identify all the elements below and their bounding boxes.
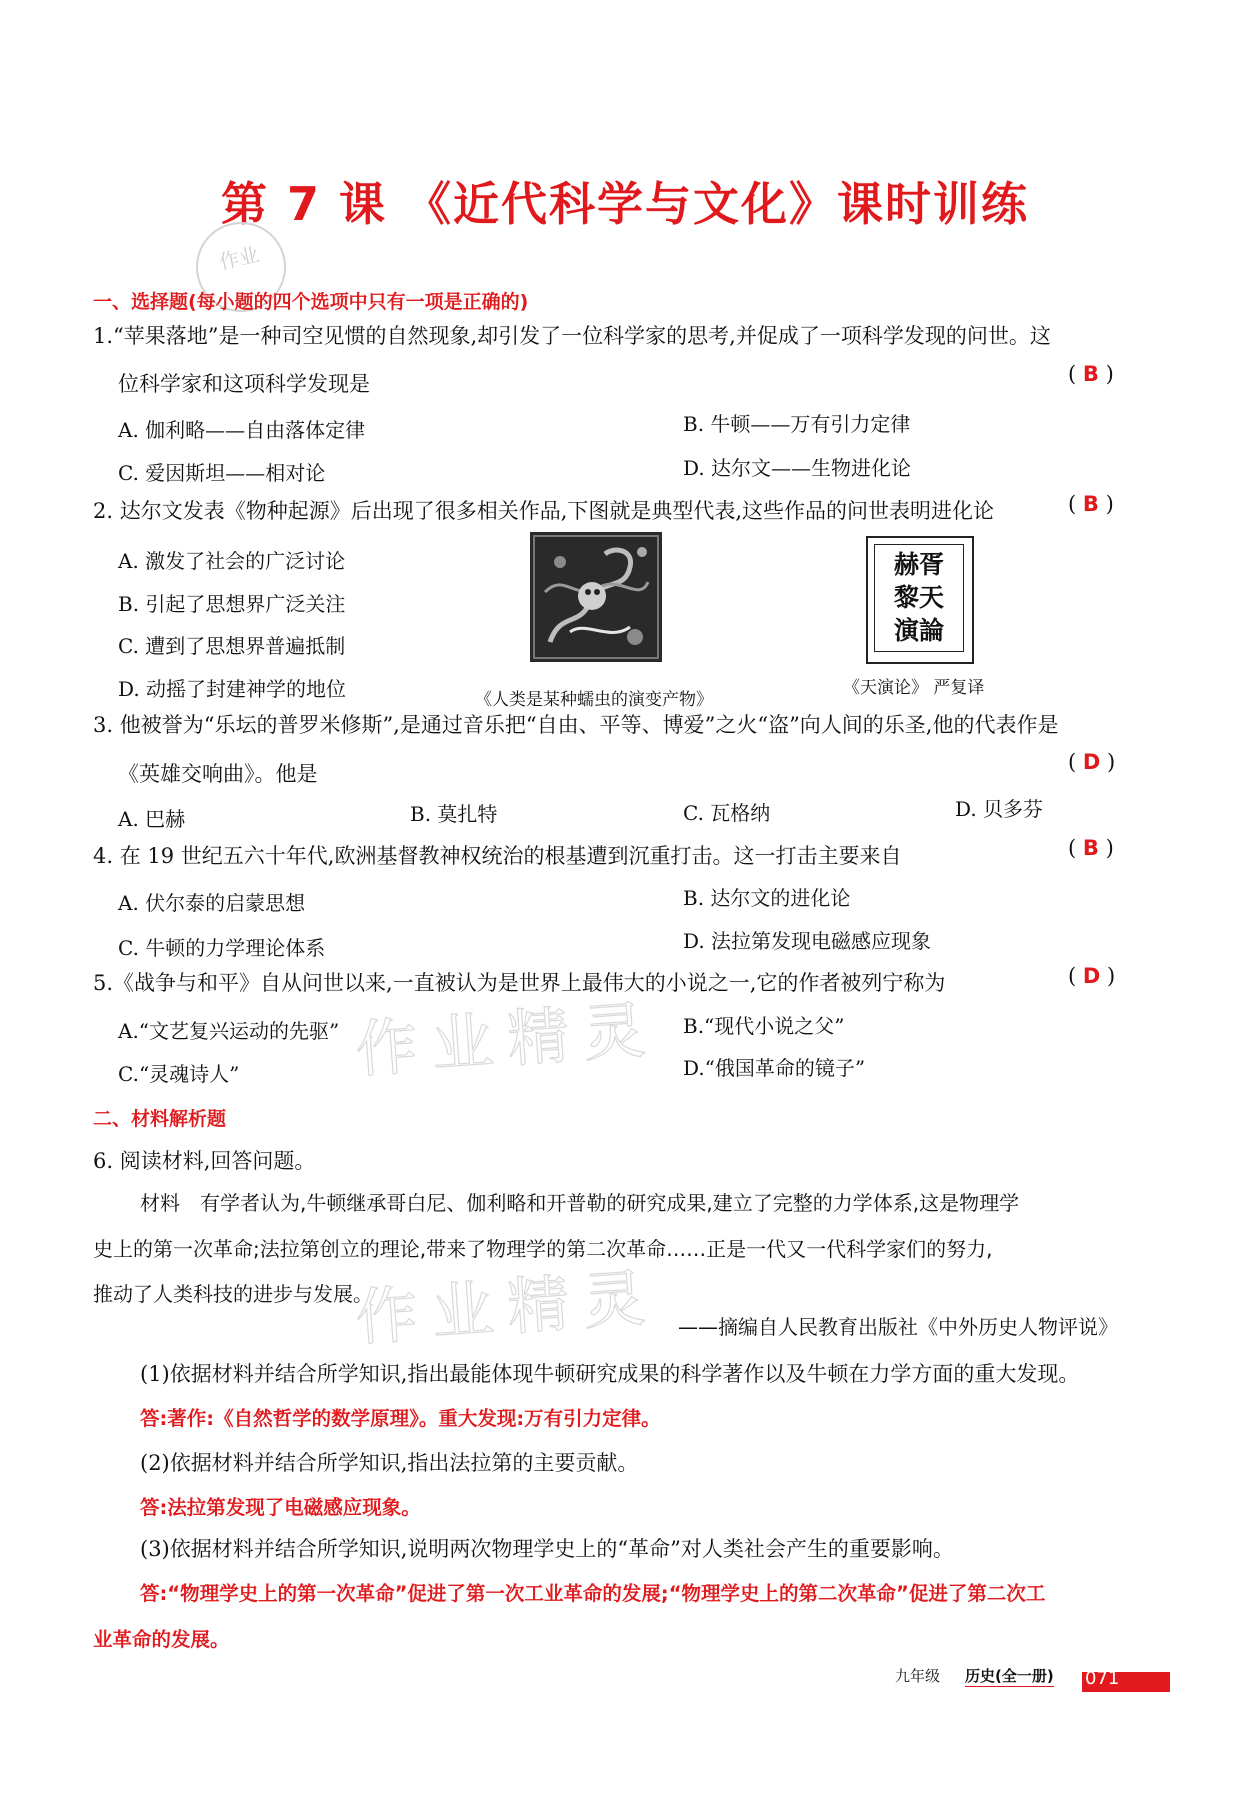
- question-4-answer: ( B ): [1068, 836, 1114, 860]
- page-title: 第 7 课 《近代科学与文化》课时训练: [220, 177, 1030, 231]
- q3-option-d: D. 贝多芬: [955, 797, 1044, 821]
- q4-option-c: C. 牛顿的力学理论体系: [118, 936, 326, 960]
- question-2-stem: 2. 达尔文发表《物种起源》后出现了很多相关作品,下图就是典型代表,这些作品的问世表明进化论: [93, 499, 995, 523]
- caption-worm: 《人类是某种蠕虫的演变产物》: [475, 690, 713, 710]
- question-1-stem-cont: 位科学家和这项科学发现是: [118, 372, 370, 396]
- q2-option-b: B. 引起了思想界广泛关注: [118, 592, 346, 616]
- q1-option-d: D. 达尔文——生物进化论: [683, 456, 912, 480]
- stamp-text: 作业: [217, 242, 262, 275]
- material-source: ——摘编自人民教育出版社《中外历史人物评说》: [678, 1315, 1118, 1339]
- watermark-2: 作业精灵: [353, 1260, 662, 1355]
- book-cover-text: 赫胥黎天演論: [893, 550, 944, 645]
- question-3-stem: 3. 他被誉为“乐坛的普罗米修斯”,是通过音乐把“自由、平等、博爱”之火“盗”向人间的乐圣,他的代表作是: [93, 713, 1059, 737]
- page-number: 071: [1085, 1668, 1120, 1689]
- answer-1: 答:著作:《自然哲学的数学原理》。重大发现:万有引力定律。: [140, 1407, 661, 1430]
- q5-option-d: D.“俄国革命的镜子”: [683, 1056, 866, 1080]
- q1-option-b: B. 牛顿——万有引力定律: [683, 412, 911, 436]
- q5-option-b: B.“现代小说之父”: [683, 1014, 845, 1038]
- caption-tianyanlun: 《天演论》 严复译: [843, 678, 985, 698]
- q2-option-d: D. 动摇了封建神学的地位: [118, 677, 347, 701]
- q4-option-a: A. 伏尔泰的启蒙思想: [118, 891, 306, 915]
- answer-2: 答:法拉第发现了电磁感应现象。: [140, 1496, 421, 1519]
- tianyanlun-book-cover: [866, 522, 972, 662]
- q1-option-a: A. 伽利略——自由落体定律: [118, 418, 366, 442]
- sub-question-2: (2)依据材料并结合所学知识,指出法拉第的主要贡献。: [140, 1451, 639, 1475]
- material-line-3: 推动了人类科技的进步与发展。: [93, 1282, 373, 1306]
- question-6-stem: 6. 阅读材料,回答问题。: [93, 1149, 316, 1173]
- material-line-2: 史上的第一次革命;法拉第创立的理论,带来了物理学的第二次革命……正是一代又一代科学家们的努力,: [93, 1237, 993, 1261]
- question-2-answer: ( B ): [1068, 492, 1114, 516]
- answer-3-line-1: 答:“物理学史上的第一次革命”促进了第一次工业革命的发展;“物理学史上的第二次革命”促进了第二次工: [140, 1582, 1046, 1605]
- footer-subject: 历史(全一册): [965, 1667, 1054, 1685]
- q4-option-b: B. 达尔文的进化论: [683, 886, 851, 910]
- q2-option-a: A. 激发了社会的广泛讨论: [118, 549, 346, 573]
- watermark-1: 作业精灵: [353, 992, 662, 1087]
- worm-illustration: [530, 532, 662, 662]
- footer-grade: 九年级: [895, 1667, 941, 1685]
- q3-option-a: A. 巴赫: [118, 807, 186, 831]
- answer-3-line-2: 业革命的发展。: [93, 1628, 230, 1651]
- sub-question-3: (3)依据材料并结合所学知识,说明两次物理学史上的“革命”对人类社会产生的重要影响。: [140, 1537, 954, 1561]
- question-3-stem-cont: 《英雄交响曲》。他是: [118, 762, 318, 786]
- question-1-answer: ( B ): [1068, 362, 1114, 386]
- question-4-stem: 4. 在 19 世纪五六十年代,欧洲基督教神权统治的根基遭到沉重打击。这一打击主要来自: [93, 844, 902, 868]
- question-3-answer: ( D ): [1068, 750, 1116, 774]
- section-heading-choice: 一、选择题(每小题的四个选项中只有一项是正确的): [93, 291, 529, 313]
- q4-option-d: D. 法拉第发现电磁感应现象: [683, 929, 932, 953]
- q3-option-c: C. 瓦格纳: [683, 801, 771, 825]
- material-line-1: 材料 有学者认为,牛顿继承哥白尼、伽利略和开普勒的研究成果,建立了完整的力学体系,这是物理学: [140, 1191, 1020, 1215]
- sub-question-1: (1)依据材料并结合所学知识,指出最能体现牛顿研究成果的科学著作以及牛顿在力学方面的重大发现。: [140, 1362, 1080, 1386]
- q5-option-a: A.“文艺复兴运动的先驱”: [118, 1019, 340, 1043]
- question-5-stem: 5.《战争与和平》自从问世以来,一直被认为是世界上最伟大的小说之一,它的作者被列宁称为: [93, 971, 946, 995]
- section-heading-material: 二、材料解析题: [93, 1108, 227, 1130]
- question-1-stem: 1.“苹果落地”是一种司空见惯的自然现象,却引发了一位科学家的思考,并促成了一项科学发现的问世。这: [93, 324, 1051, 348]
- q1-option-c: C. 爱因斯坦——相对论: [118, 461, 326, 485]
- q5-option-c: C.“灵魂诗人”: [118, 1062, 240, 1086]
- question-5-answer: ( D ): [1068, 964, 1116, 988]
- q3-option-b: B. 莫扎特: [410, 802, 498, 826]
- q2-option-c: C. 遭到了思想界普遍抵制: [118, 634, 346, 658]
